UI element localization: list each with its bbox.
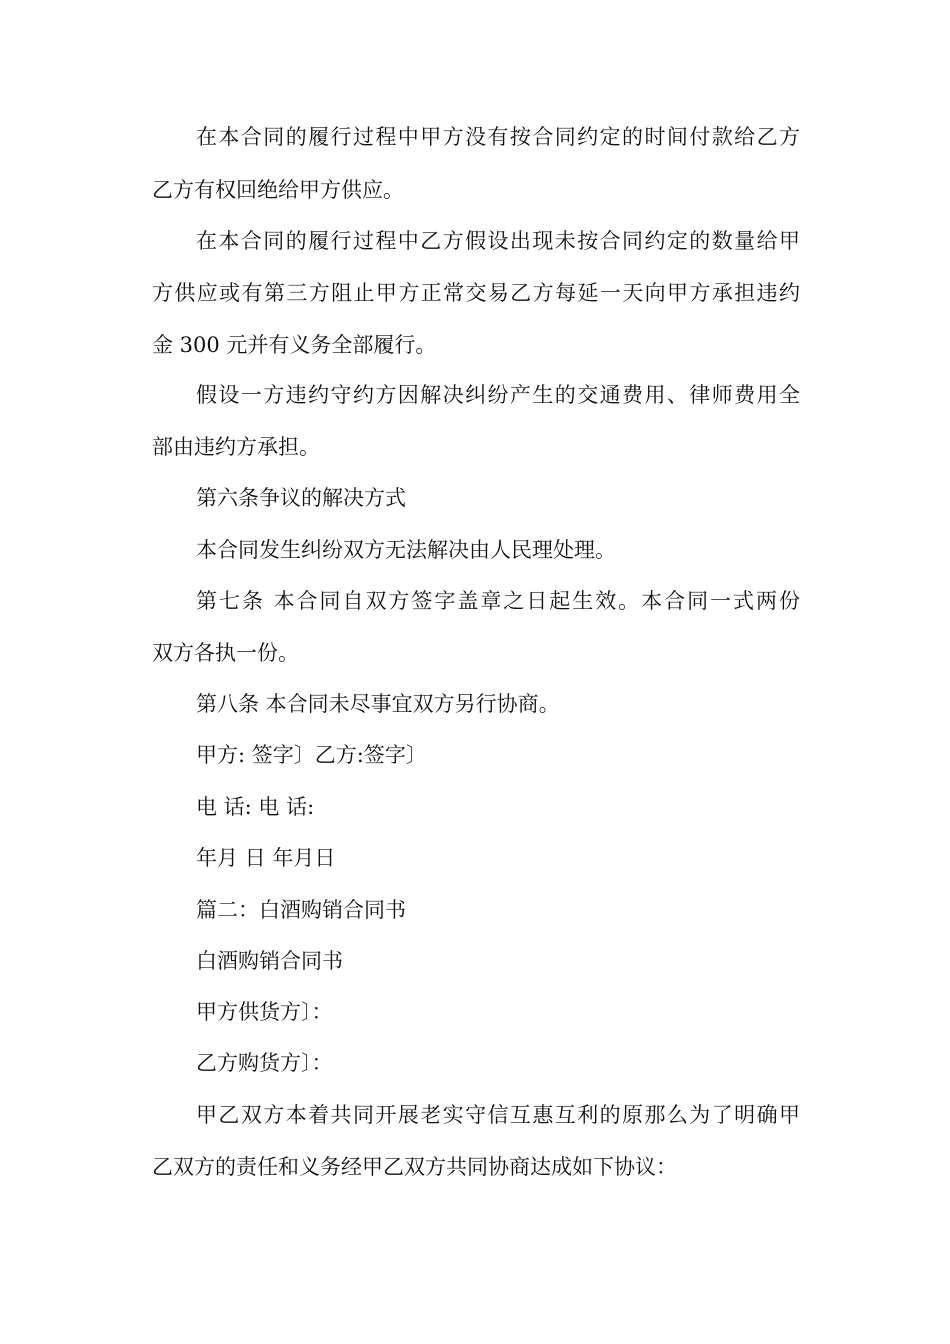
- paragraph-line: 乙双方的责任和义务经甲乙双方共同协商达成如下协议：: [152, 1155, 677, 1179]
- paragraph-line: 甲乙双方本着共同开展老实守信互惠互利的原那么为了明确甲: [196, 1103, 800, 1127]
- paragraph-line: 部由违约方承担。: [152, 435, 320, 459]
- signature-line: 甲方: 签字〕乙方:签字〕: [196, 743, 427, 767]
- party-line: 甲方供货方〕：: [196, 1000, 333, 1024]
- paragraph-line: 金 300 元并有义务全部履行。: [152, 333, 437, 357]
- paragraph-line: 在本合同的履行过程中甲方没有按合同约定的时间付款给乙方: [196, 125, 800, 149]
- date-line: 年月 日 年月日: [196, 846, 336, 870]
- phone-line: 电 话: 电 话:: [196, 795, 315, 819]
- paragraph-line: 方供应或有第三方阻止甲方正常交易乙方每延一天向甲方承担违约: [152, 281, 800, 305]
- paragraph-line: 在本合同的履行过程中乙方假设出现未按合同约定的数量给甲: [196, 229, 800, 253]
- section-heading: 第六条争议的解决方式: [196, 486, 406, 510]
- section-heading: 篇二：白酒购销合同书: [196, 898, 406, 922]
- party-line: 乙方购货方〕：: [196, 1051, 333, 1075]
- paragraph-line: 乙方有权回绝给甲方供应。: [152, 178, 404, 202]
- contract-title: 白酒购销合同书: [196, 949, 343, 973]
- paragraph-line: 假设一方违约守约方因解决纠纷产生的交通费用、律师费用全: [196, 383, 800, 407]
- paragraph-line: 双方各执一份。: [152, 641, 299, 665]
- paragraph-line: 本合同发生纠纷双方无法解决由人民理处理。: [196, 538, 616, 562]
- paragraph-line: 第八条 本合同未尽事宜双方另行协商。: [196, 692, 560, 716]
- paragraph-line: 第七条 本合同自双方签字盖章之日起生效。本合同一式两份: [196, 589, 800, 613]
